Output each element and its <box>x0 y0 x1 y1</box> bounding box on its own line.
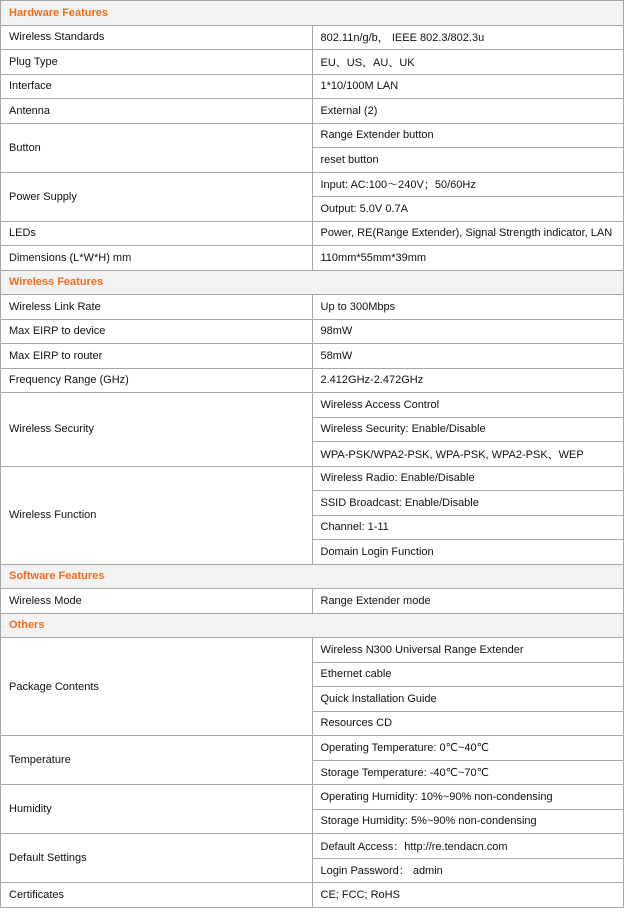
table-row <box>1 172 624 197</box>
spec-value: Domain Login Function <box>312 540 624 565</box>
spec-value: Storage Temperature: -40℃~70℃ <box>312 760 624 785</box>
table-row <box>1 25 624 50</box>
spec-value: Login Password： admin <box>312 858 624 883</box>
table-row <box>1 393 624 418</box>
spec-value: Ethernet cable <box>312 662 624 687</box>
table-row <box>1 785 624 810</box>
spec-value: Wireless Security: Enable/Disable <box>312 417 624 442</box>
spec-value: 58mW <box>312 344 624 369</box>
section-title-hardware-features: Hardware Features <box>1 1 624 26</box>
table-row <box>1 74 624 99</box>
spec-value: SSID Broadcast: Enable/Disable <box>312 491 624 516</box>
table-row <box>1 368 624 393</box>
spec-value: Operating Humidity: 10%~90% non-condensing <box>312 785 624 810</box>
table-row <box>1 221 624 246</box>
spec-label-package-contents: Package Contents <box>1 638 313 736</box>
table-row <box>1 638 624 663</box>
spec-label-antenna: Antenna <box>1 99 313 124</box>
spec-label-temperature: Temperature <box>1 736 313 785</box>
spec-label-humidity: Humidity <box>1 785 313 834</box>
section-header-row <box>1 564 624 589</box>
spec-table-body <box>1 1 624 908</box>
table-row <box>1 466 624 491</box>
spec-value: Range Extender button <box>312 123 624 148</box>
spec-value: WPA-PSK/WPA2-PSK, WPA-PSK, WPA2-PSK、WEP <box>312 442 624 467</box>
table-row <box>1 99 624 124</box>
section-title-wireless-features: Wireless Features <box>1 270 624 295</box>
spec-label-wireless-standards: Wireless Standards <box>1 25 313 50</box>
spec-value: Quick Installation Guide <box>312 687 624 712</box>
spec-value: 802.11n/g/b， IEEE 802.3/802.3u <box>312 25 624 50</box>
spec-value: EU、US、AU、UK <box>312 50 624 75</box>
section-title-others: Others <box>1 613 624 638</box>
spec-label-power-supply: Power Supply <box>1 172 313 221</box>
spec-value: 98mW <box>312 319 624 344</box>
section-title-software-features: Software Features <box>1 564 624 589</box>
table-row <box>1 319 624 344</box>
spec-label-dimensions-l-w-h-mm: Dimensions (L*W*H) mm <box>1 246 313 271</box>
spec-value: Output: 5.0V 0.7A <box>312 197 624 222</box>
spec-label-interface: Interface <box>1 74 313 99</box>
section-header-row <box>1 270 624 295</box>
table-row <box>1 834 624 859</box>
spec-label-default-settings: Default Settings <box>1 834 313 883</box>
spec-label-wireless-function: Wireless Function <box>1 466 313 564</box>
spec-value: CE; FCC; RoHS <box>312 883 624 908</box>
spec-label-wireless-link-rate: Wireless Link Rate <box>1 295 313 320</box>
section-header-row <box>1 613 624 638</box>
spec-label-max-eirp-to-device: Max EIRP to device <box>1 319 313 344</box>
spec-value: Power, RE(Range Extender), Signal Strength indicator, LAN <box>312 221 624 246</box>
spec-label-frequency-range-ghz: Frequency Range (GHz) <box>1 368 313 393</box>
spec-value: Wireless N300 Universal Range Extender <box>312 638 624 663</box>
spec-label-button: Button <box>1 123 313 172</box>
spec-label-plug-type: Plug Type <box>1 50 313 75</box>
table-row <box>1 50 624 75</box>
table-row <box>1 883 624 908</box>
spec-label-wireless-mode: Wireless Mode <box>1 589 313 614</box>
table-row <box>1 123 624 148</box>
spec-value: Up to 300Mbps <box>312 295 624 320</box>
spec-value: Input: AC:100～240V；50/60Hz <box>312 172 624 197</box>
spec-value: 2.412GHz-2.472GHz <box>312 368 624 393</box>
spec-value: Range Extender mode <box>312 589 624 614</box>
spec-value: Wireless Radio: Enable/Disable <box>312 466 624 491</box>
spec-label-wireless-security: Wireless Security <box>1 393 313 467</box>
table-row <box>1 295 624 320</box>
spec-value: 1*10/100M LAN <box>312 74 624 99</box>
spec-label-leds: LEDs <box>1 221 313 246</box>
spec-label-certificates: Certificates <box>1 883 313 908</box>
table-row <box>1 246 624 271</box>
section-header-row <box>1 1 624 26</box>
spec-value: 110mm*55mm*39mm <box>312 246 624 271</box>
table-row <box>1 736 624 761</box>
table-row <box>1 589 624 614</box>
spec-value: External (2) <box>312 99 624 124</box>
spec-value: reset button <box>312 148 624 173</box>
spec-value: Storage Humidity: 5%~90% non-condensing <box>312 809 624 834</box>
spec-label-max-eirp-to-router: Max EIRP to router <box>1 344 313 369</box>
table-row <box>1 344 624 369</box>
spec-value: Default Access：http://re.tendacn.com <box>312 834 624 859</box>
spec-value: Operating Temperature: 0℃~40℃ <box>312 736 624 761</box>
spec-value: Channel: 1-11 <box>312 515 624 540</box>
spec-value: Resources CD <box>312 711 624 736</box>
spec-value: Wireless Access Control <box>312 393 624 418</box>
